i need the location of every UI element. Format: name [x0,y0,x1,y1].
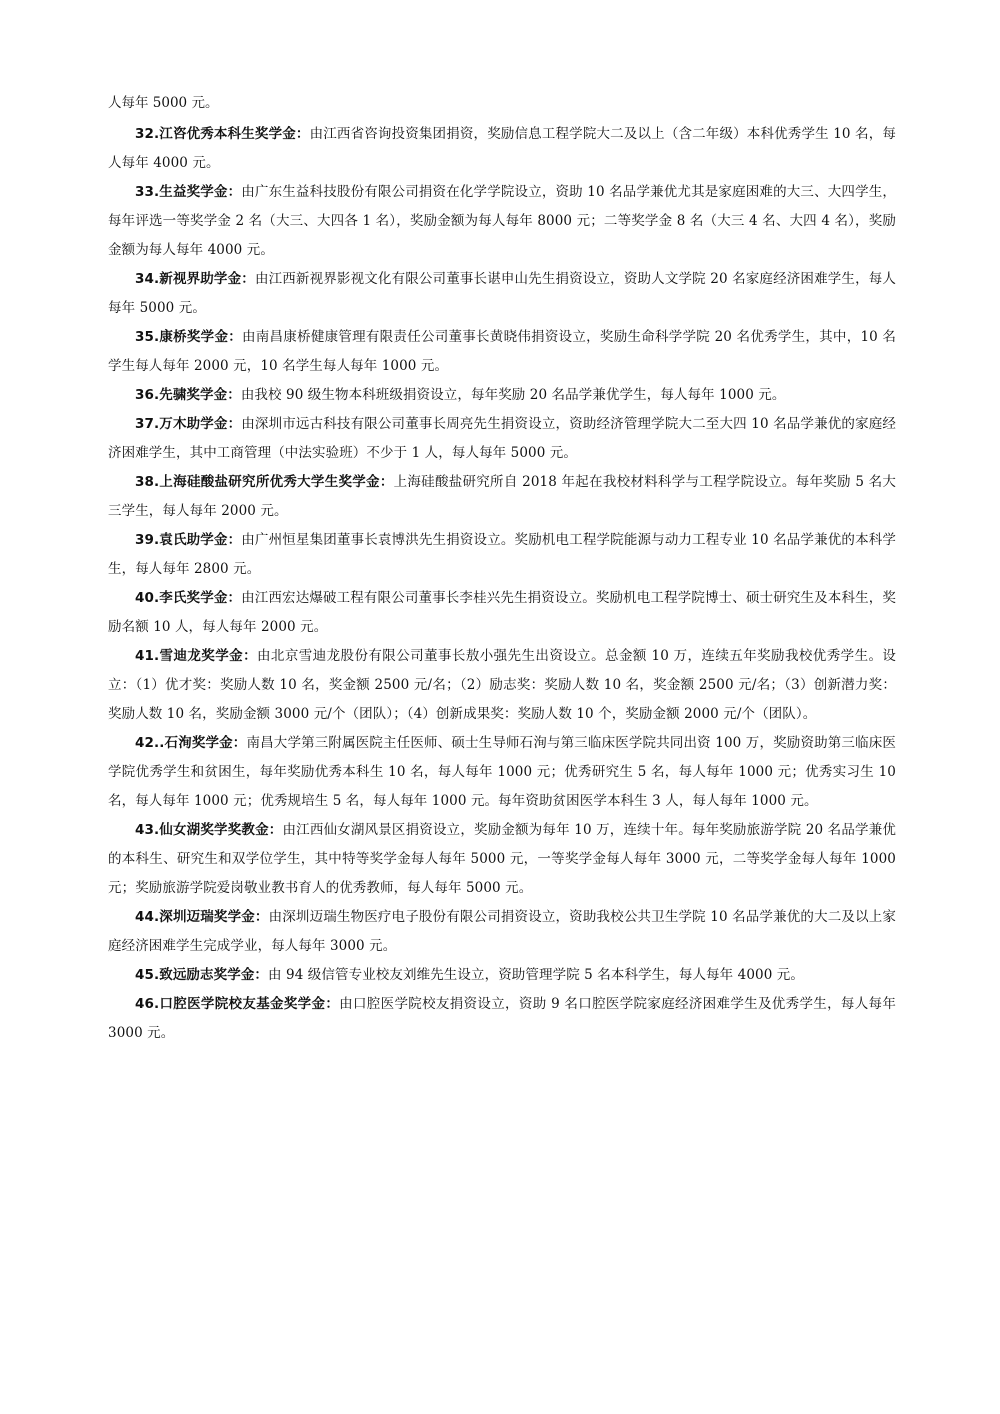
item-number: 35. [135,329,160,345]
item-description: 由 94 级信管专业校友刘维先生设立，资助管理学院 5 名本科学生，每人每年 4000 元。 [268,967,805,983]
scholarship-item [108,381,896,410]
item-title: 上海硅酸盐研究所优秀大学生奖学金： [159,474,394,490]
item-description: 由江西省咨询投资集团捐资，奖励信息工程学院大二及以上（含二年级）本科优秀学生 10 名，每人每年 4000 元。 [108,126,896,171]
scholarship-item [108,323,896,381]
item-number: 32. [135,126,160,142]
scholarship-item [108,120,896,178]
item-number: 39. [135,532,160,548]
item-number: 37. [135,416,160,432]
item-title: 袁氏助学金： [159,532,242,548]
scholarship-item [108,468,896,526]
item-title: 李氏奖学金： [159,590,242,606]
item-description: 由江西仙女湖风景区捐资设立，奖励金额为每年 10 万，连续十年。每年奖励旅游学院 20 名品学兼优的本科生、研究生和双学位学生，其中特等奖学金每人每年 5000 元，一等奖学金每人每年 3000 元，二等奖学金每人每年 1000 元；奖励旅游学院爱岗敬业教书育人的优秀教师，每人每年 5000 元。 [108,822,897,896]
scholarship-item [108,729,896,816]
item-title: 江咨优秀本科生奖学金： [159,126,310,142]
item-number: 33. [135,184,160,200]
item-number: 42.. [135,735,165,751]
item-title: 万木助学金： [159,416,242,432]
item-description: 由口腔医学院校友捐资设立，资助 9 名口腔医学院家庭经济困难学生及优秀学生，每人每年 3000 元。 [108,996,896,1041]
item-description: 由北京雪迪龙股份有限公司董事长敖小强先生出资设立。总金额 10 万，连续五年奖励我校优秀学生。设立：（1）优才奖：奖励人数 10 名，奖金额 2500 元/名；（2）励志奖：奖励人数 10 名，奖金额 2500 元/名；（3）创新潜力奖：奖励人数 10 名，奖励金额 3000 元/个（团队）；（4）创新成果奖：奖励人数 10 个，奖励金额 2000 元/个（团队）。 [108,648,897,722]
document-body [108,92,896,1048]
scholarship-item [108,265,896,323]
scholarship-item [108,526,896,584]
item-title: 致远励志奖学金： [159,967,269,983]
item-title: 新视界助学金： [159,271,255,287]
item-number: 34. [135,271,160,287]
scholarship-item [108,816,896,903]
item-description: 由江西宏达爆破工程有限公司董事长李桂兴先生捐资设立。奖励机电工程学院博士、硕士研究生及本科生，奖励名额 10 人，每人每年 2000 元。 [108,590,896,635]
item-title: 口腔医学院校友基金奖学金： [159,996,340,1012]
item-number: 44. [135,909,160,925]
item-title: 雪迪龙奖学金： [159,648,257,664]
scholarship-item [108,178,896,265]
item-number: 45. [135,967,160,983]
item-title: 深圳迈瑞奖学金： [159,909,269,925]
scholarship-item [108,903,896,961]
item-title: 仙女湖奖学奖教金： [159,822,283,838]
item-description: 南昌大学第三附属医院主任医师、硕士生导师石洵与第三临床医学院共同出资 100 万，奖励资助第三临床医学院优秀学生和贫困生，每年奖励优秀本科生 10 名，每人每年 1000 元；优秀研究生 5 名，每人每年 1000 元；优秀实习生 10 名，每人每年 1000 元；优秀规培生 5 名，每人每年 1000 元。每年资助贫困医学本科生 3 人，每人每年 1000 元。 [108,735,896,809]
scholarship-item [108,961,896,990]
continued-text: 人每年 5000 元。 [108,95,219,111]
item-number: 41. [135,648,160,664]
item-title: 康桥奖学金： [159,329,242,345]
item-description: 由深圳市远古科技有限公司董事长周亮先生捐资设立，资助经济管理学院大二至大四 10 名品学兼优的家庭经济困难学生，其中工商管理（中法实验班）不少于 1 人，每人每年 5000 元。 [108,416,896,461]
item-number: 46. [135,996,160,1012]
scholarship-item [108,990,896,1048]
item-description: 由深圳迈瑞生物医疗电子股份有限公司捐资设立，资助我校公共卫生学院 10 名品学兼优的大二及以上家庭经济困难学生完成学业，每人每年 3000 元。 [108,909,896,954]
item-description: 由江西新视界影视文化有限公司董事长谌申山先生捐资设立，资助人文学院 20 名家庭经济困难学生，每人每年 5000 元。 [108,271,896,316]
item-number: 43. [135,822,160,838]
scholarship-item [108,642,896,729]
item-number: 38. [135,474,160,490]
item-description: 上海硅酸盐研究所自 2018 年起在我校材料科学与工程学院设立。每年奖励 5 名大三学生，每人每年 2000 元。 [108,474,896,519]
item-description: 由南昌康桥健康管理有限责任公司董事长黄晓伟捐资设立，奖励生命科学学院 20 名优秀学生，其中，10 名学生每人每年 2000 元，10 名学生每人每年 1000 元。 [108,329,896,374]
item-description: 由广州恒星集团董事长袁博洪先生捐资设立。奖励机电工程学院能源与动力工程专业 10 名品学兼优的本科学生，每人每年 2800 元。 [108,532,896,577]
item-title: 石洵奖学金： [164,735,247,751]
item-description: 由我校 90 级生物本科班级捐资设立，每年奖励 20 名品学兼优学生，每人每年 1000 元。 [240,387,786,403]
item-title: 生益奖学金： [159,184,242,200]
item-number: 40. [135,590,160,606]
item-number: 36. [135,387,160,403]
scholarship-item [108,584,896,642]
scholarship-item [108,410,896,468]
item-title: 先骕奖学金： [159,387,241,403]
item-description: 由广东生益科技股份有限公司捐资在化学学院设立，资助 10 名品学兼优尤其是家庭困难的大三、大四学生，每年评选一等奖学金 2 名（大三、大四各 1 名），奖励金额为每人每年 8000 元；二等奖学金 8 名（大三 4 名、大四 4 名），奖励金额为每人每年 4000 元。 [108,184,896,258]
